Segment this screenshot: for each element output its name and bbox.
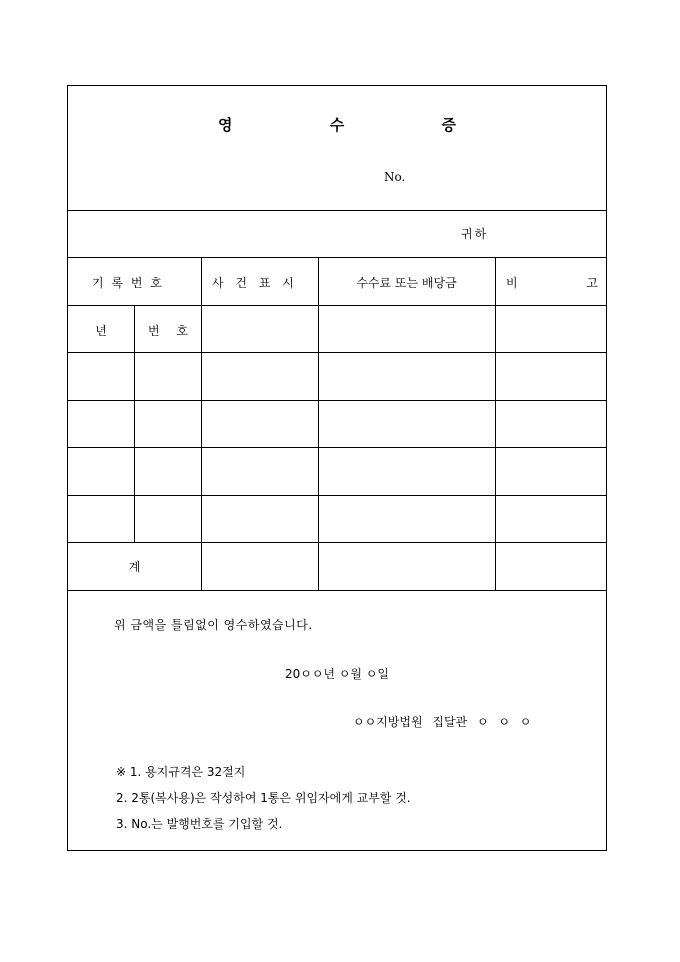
divider-row-1 (68, 400, 606, 401)
recipient-suffix: 귀하 (461, 227, 489, 241)
subheader-number-2: 호 (176, 324, 188, 338)
divider-title (68, 210, 606, 211)
document-title: 영 수 증 (218, 116, 502, 134)
note-2: 2. 2통(복사용)은 작성하여 1통은 위임자에게 교부할 것. (116, 791, 411, 805)
total-label: 계 (128, 560, 141, 574)
issuer-line: ㅇㅇ지방법원 집달관 ㅇ ㅇ ㅇ (353, 715, 532, 729)
divider-total (68, 590, 606, 591)
subheader-number (148, 322, 188, 339)
note-1: ※ 1. 용지규격은 32절지 (116, 765, 246, 779)
divider-subheader (68, 352, 606, 353)
header-record-number: 기 록 번 호 (92, 276, 164, 290)
receipt-number-label: No. (384, 170, 406, 184)
column-divider-2 (318, 257, 319, 590)
divider-header (68, 305, 606, 306)
subheader-year: 년 (95, 324, 107, 338)
header-fee: 수수료 또는 배당금 (356, 276, 457, 290)
note-3: 3. No.는 발행번호를 기입할 것. (116, 817, 283, 831)
header-remarks-2: 고 (586, 276, 598, 290)
subheader-number-1: 번 (148, 324, 160, 338)
column-divider-1 (201, 257, 202, 590)
divider-row-4 (68, 542, 606, 543)
column-divider-year (134, 305, 135, 543)
divider-recipient (68, 257, 606, 258)
header-remarks (506, 274, 598, 291)
receipt-form (67, 85, 607, 851)
receipt-date: 20ㅇㅇ년 ㅇ월 ㅇ일 (284, 667, 390, 681)
receipt-statement: 위 금액을 틀림없이 영수하였습니다. (114, 618, 313, 632)
column-divider-3 (495, 257, 496, 590)
divider-row-2 (68, 447, 606, 448)
header-case-label: 사 건 표 시 (212, 276, 298, 290)
divider-row-3 (68, 495, 606, 496)
header-remarks-1: 비 (506, 276, 518, 290)
